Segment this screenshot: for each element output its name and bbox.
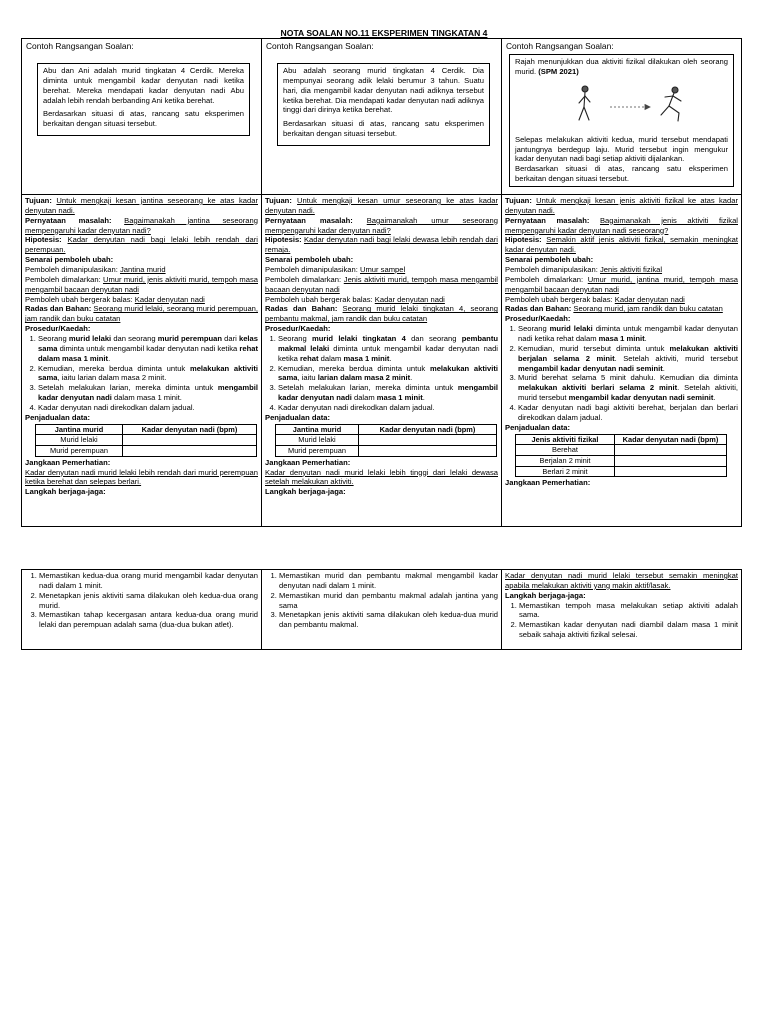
stimulus-header: Contoh Rangsangan Soalan: — [506, 41, 614, 51]
stimulus-header: Contoh Rangsangan Soalan: — [266, 41, 374, 51]
expected-observation: Kadar denyutan nadi murid lelaki lebih tinggi dari lelaki dewasa setelah melakukan aktiviti. — [265, 467, 498, 487]
expected-heading: Jangkaan Pemerhatian: — [25, 457, 111, 467]
table-cell: Murid perempuan — [36, 446, 123, 457]
plan-col-2 — [262, 195, 502, 526]
stimulus-text: Abu dan Ani adalah murid tingkatan 4 Cerdik. Mereka diminta untuk mengambil kadar denyutan nadi ketika berehat. Mereka mendapati kadar denyutan nadi Abu adalah lebih rendah berbanding Ani ketika berehat. — [43, 65, 244, 105]
hypothesis: Kadar denyutan nadi bagi lelaki lebih rendah dari perempuan. — [25, 235, 258, 255]
t: dan seorang — [111, 334, 158, 344]
t: Kadar denyutan nadi direkodkan dalam jadual. — [278, 403, 435, 413]
plan-col-3 — [502, 195, 741, 526]
responding-variable: Kadar denyutan nadi — [614, 294, 685, 304]
procedure-heading: Prosedur/Kaedah: — [25, 324, 91, 334]
label: Hipotesis: — [505, 235, 542, 245]
stimulus-text: Abu adalah seorang murid tingkatan 4 Cerdik. Dia mempunyai seorang adik lelaki berumur 3 tahun. Suatu hari, dia mengambil kadar denyutan nadi adiknya tersebut ketika berehat. Dia mendapati kadar denyutan nadi adiknya tinggi dari dirinya ketika berehat. — [283, 65, 484, 115]
precautions-heading: Langkah berjaga-jaga: — [505, 590, 586, 600]
t: Kemudian, murid tersebut diminta untuk — [518, 343, 670, 353]
manipulated-variable: Jenis aktiviti fizikal — [600, 265, 663, 275]
constant-variables: Umur murid, jantina murid, tempoh masa mengambil bacaan denyutan nadi — [505, 274, 738, 294]
walking-person-icon — [579, 86, 590, 120]
table-header: Jenis aktiviti fizikal — [516, 434, 615, 445]
page-title: NOTA SOALAN NO.11 EKSPERIMEN TINGKATAN 4 — [280, 28, 488, 38]
t: dalam — [318, 353, 344, 363]
t: masa 1 minit — [343, 353, 390, 363]
t: Murid berehat selama 5 minit dahulu. Kemudian dia diminta — [518, 373, 738, 383]
t: diminta untuk mengambil kadar denyutan nadi ketika — [57, 343, 240, 353]
aim-text: Untuk mengkaji kesan umur seseorang ke atas kadar denyutan nadi. — [265, 196, 498, 215]
variables-heading: Senarai pemboleh ubah: — [25, 255, 114, 265]
precautions-list — [25, 571, 258, 630]
stimulus-row — [21, 38, 742, 195]
precaution-item: 1. Memastikan murid dan pembantu makmal mengambil kadar denyutan nadi dalam 1 minit. — [279, 571, 498, 591]
t: melakukan aktiviti berjalan selama 2 minit — [518, 343, 738, 363]
table-cell — [123, 435, 257, 446]
procedure-list — [265, 334, 498, 413]
t: mengambil kadar denyutan nadi seminit — [518, 363, 663, 373]
procedure-step — [518, 373, 738, 403]
t: dalam — [351, 393, 377, 403]
label: Tujuan: — [25, 196, 52, 205]
table-cell: Murid perempuan — [276, 446, 359, 457]
table-cell — [359, 446, 497, 457]
precaution-item: 3. Memastikan tahap kecergasan antara kedua-dua orang murid lelaki dan perempuan adalah sama (dua-dua bukan atlet). — [39, 610, 258, 630]
stimulus-intro: Rajah menunjukkan dua aktiviti fizikal dilakukan oleh seorang murid. (SPM 2021) — [515, 56, 728, 76]
data-table — [275, 424, 497, 457]
label: Radas dan Bahan: — [505, 304, 572, 314]
label: Pemboleh dimanipulasikan: — [25, 265, 118, 275]
stimulus-col-3 — [502, 39, 741, 194]
table-cell — [615, 466, 727, 477]
plan-col-1 — [22, 195, 262, 526]
table-row — [516, 455, 727, 466]
label: Tujuan: — [265, 196, 292, 205]
continuation-col-2 — [262, 570, 502, 649]
table-row — [36, 435, 257, 446]
t: dan seorang — [405, 334, 462, 344]
t: Kadar denyutan nadi bagi aktiviti berehat, berjalan dan berlari direkodkan dalam jadual. — [518, 403, 738, 422]
data-table — [515, 434, 727, 478]
table-header: Kadar denyutan nadi (bpm) — [615, 434, 727, 445]
t: , iaitu — [297, 373, 318, 383]
t: pembantu makmal lelaki — [278, 334, 498, 353]
procedure-heading: Prosedur/Kaedah: — [505, 314, 571, 324]
expected-heading: Jangkaan Pemerhatian: — [505, 478, 591, 488]
t: . Setelah aktiviti, murid tersebut — [614, 353, 738, 363]
t: murid perempuan — [157, 334, 222, 344]
stimulus-box — [509, 54, 734, 187]
table-header: Kadar denyutan nadi (bpm) — [123, 424, 257, 435]
t: . — [410, 373, 413, 383]
t: mengambil kadar denyutan nadi — [38, 383, 258, 403]
walking-running-figure — [515, 81, 715, 129]
table-row — [276, 446, 497, 457]
label: Pemboleh ubah bergerak balas: — [25, 294, 133, 304]
t: murid lelaki tingkatan 4 — [311, 334, 406, 344]
table-header-row — [36, 424, 257, 435]
label: Pernyataan masalah: — [265, 215, 353, 225]
hypothesis: Semakin aktif jenis aktiviti fizikal, semakin meningkat kadar denyutan nadi. — [505, 235, 738, 255]
t: Setelah melakukan larian, mereka diminta untuk — [278, 383, 458, 393]
label: Pernyataan masalah: — [505, 215, 590, 225]
t: melakukan aktiviti berlari selama 2 minit — [518, 383, 678, 393]
stimulus-col-1 — [22, 39, 262, 194]
table-cell: Berlari 2 minit — [516, 466, 615, 477]
precautions-list — [505, 601, 738, 640]
t: diminta untuk mengambil kadar denyutan nadi ketika rehat dalam — [518, 324, 738, 344]
label: Pernyataan masalah: — [25, 215, 112, 225]
t: . — [644, 334, 647, 344]
precaution-item: 2. Menetapkan jenis aktiviti sama dilakukan oleh kedua-dua orang murid. — [39, 591, 258, 611]
t: Kemudian, mereka berdua diminta untuk — [38, 363, 190, 373]
variables-heading: Senarai pemboleh ubah: — [505, 255, 594, 265]
procedure-step — [38, 364, 258, 384]
t: mengambil kadar denyutan nadi seminit — [568, 393, 714, 403]
t: . — [422, 393, 425, 403]
t: Kadar denyutan nadi direkodkan dalam jadual. — [38, 403, 195, 413]
table-header: Kadar denyutan nadi (bpm) — [359, 424, 497, 435]
constant-variables: Umur murid, jenis aktiviti murid, tempoh masa mengambil bacaan denyutan nadi — [25, 274, 258, 294]
continuation-col-1 — [22, 570, 262, 649]
stimulus-col-2 — [262, 39, 502, 194]
expected-heading: Jangkaan Pemerhatian: — [265, 457, 351, 467]
table-cell: Berehat — [516, 445, 615, 456]
t: mengambil kadar denyutan nadi — [278, 383, 498, 403]
procedure-step — [518, 403, 738, 423]
procedure-step — [38, 334, 258, 364]
precautions-heading: Langkah berjaga-jaga: — [265, 487, 346, 497]
precautions-heading: Langkah berjaga-jaga: — [25, 487, 106, 497]
table-cell: Murid lelaki — [36, 435, 123, 446]
label: Pemboleh dimalarkan: — [25, 274, 101, 284]
hypothesis: Kadar denyutan nadi bagi lelaki dewasa lebih rendah dari remaja. — [265, 235, 498, 255]
stimulus-header: Contoh Rangsangan Soalan: — [26, 41, 134, 51]
aim-text: Untuk mengkaji kesan jantina seseorang ke atas kadar denyutan nadi. — [25, 196, 258, 215]
constant-variables: Jenis aktiviti murid, tempoh masa mengambil bacaan denyutan nadi — [265, 274, 498, 294]
t: . Setelah aktiviti, murid tersebut — [518, 383, 738, 403]
t: . — [662, 363, 665, 373]
manipulated-variable: Umur sampel — [360, 265, 406, 275]
responding-variable: Kadar denyutan nadi — [134, 294, 205, 304]
stimulus-instruction: Berdasarkan situasi di atas, rancang satu eksperimen berkaitan dengan situasi tersebut. — [515, 164, 728, 184]
precaution-item: 1. Memastikan tempoh masa melakukan setiap aktiviti adalah sama. — [519, 601, 738, 621]
procedure-step — [518, 344, 738, 374]
table-cell — [615, 455, 727, 466]
label: Hipotesis: — [265, 235, 302, 245]
precautions-list — [265, 571, 498, 630]
procedure-step — [278, 364, 498, 384]
label: Pemboleh dimalarkan: — [505, 274, 584, 284]
t: masa 1 minit — [598, 334, 645, 344]
problem-statement: Bagaimanakah jantina seseorang mempengaruhi kadar denyutan nadi? — [25, 215, 258, 235]
t: melakukan aktiviti sama — [278, 363, 498, 383]
label: Pemboleh dimalarkan: — [265, 274, 342, 284]
label: Pemboleh dimanipulasikan: — [505, 265, 598, 275]
table-header: Jantina murid — [36, 424, 123, 435]
t: . — [389, 353, 392, 363]
t: masa 1 minit — [376, 393, 423, 403]
label: Pemboleh dimanipulasikan: — [265, 265, 358, 275]
t: rehat — [299, 353, 319, 363]
stimulus-instruction: Berdasarkan situasi di atas, rancang satu eksperimen berkaitan dengan situasi tersebut. — [43, 109, 244, 129]
t: . — [108, 353, 111, 363]
table-row — [276, 435, 497, 446]
stimulus-box — [37, 63, 250, 136]
procedure-list — [25, 334, 258, 413]
label: Radas dan Bahan: — [265, 304, 338, 314]
label: Tujuan: — [505, 196, 532, 205]
activity-figure — [515, 81, 728, 129]
continuation-row — [21, 569, 742, 650]
t: . — [713, 393, 716, 403]
running-person-icon — [661, 87, 681, 121]
procedure-step — [38, 403, 258, 413]
variables-heading: Senarai pemboleh ubah: — [265, 255, 354, 265]
table-cell — [615, 445, 727, 456]
table-row — [516, 445, 727, 456]
table-header: Jantina murid — [276, 424, 359, 435]
precaution-item: 2. Memastikan murid dan pembantu makmal adalah jantina yang sama — [279, 591, 498, 611]
t: larian dalam masa 2 minit — [317, 373, 411, 383]
data-table-heading: Penjadualan data: — [265, 412, 330, 422]
expected-observation: Kadar denyutan nadi murid lelaki lebih rendah dari murid perempuan ketika berehat dan selepas berlari. — [25, 467, 258, 487]
responding-variable: Kadar denyutan nadi — [374, 294, 445, 304]
label: Hipotesis: — [25, 235, 62, 245]
table-cell: Murid lelaki — [276, 435, 359, 446]
stimulus-box — [277, 63, 490, 146]
t: Kemudian, mereka berdua diminta untuk — [278, 363, 430, 373]
t: murid lelaki — [549, 324, 593, 334]
procedure-step — [278, 334, 498, 364]
plan-row — [21, 194, 742, 527]
motion-arrow-icon — [610, 104, 650, 109]
precaution-item: 2. Memastikan kadar denyutan nadi diambil dalam masa 1 minit sebaik sahaja aktiviti fizikal selesai. — [519, 620, 738, 640]
t: melakukan aktiviti sama — [38, 363, 258, 383]
procedure-list — [505, 324, 738, 423]
expected-observation: Kadar denyutan nadi murid lelaki tersebut semakin meningkat apabila melakukan aktiviti yang makin aktif/lasak. — [505, 571, 738, 590]
t: kelas sama — [38, 334, 258, 353]
t: rehat dalam masa 1 minit — [38, 343, 258, 363]
procedure-step — [278, 383, 498, 403]
t: dari — [221, 334, 239, 344]
label: Pemboleh ubah bergerak balas: — [505, 294, 613, 304]
table-row — [36, 446, 257, 457]
table-cell — [123, 446, 257, 457]
data-table-heading: Penjadualan data: — [505, 422, 570, 432]
stimulus-text: Selepas melakukan aktiviti kedua, murid tersebut mendapati jantungnya berdegup laju. Murid tersebut ingin mengukur kadar denyutan nadi bagi setiap aktiviti dijalankan. — [515, 134, 728, 164]
table-row — [516, 466, 727, 477]
t: , iaitu larian dalam masa 2 minit. — [57, 373, 167, 383]
table-cell: Berjalan 2 minit — [516, 455, 615, 466]
precaution-item: 1. Memastikan kedua-dua orang murid mengambil kadar denyutan nadi dalam 1 minit. — [39, 571, 258, 591]
t: Seorang — [518, 324, 550, 334]
t: diminta untuk mengambil kadar denyutan nadi ketika — [278, 343, 498, 363]
precaution-item: 3. Menetapkan jenis aktiviti sama dilakukan oleh kedua-dua murid dan pembantu makmal. — [279, 610, 498, 630]
t: murid lelaki — [68, 334, 112, 344]
data-table-heading: Penjadualan data: — [25, 412, 90, 422]
continuation-col-3 — [502, 570, 741, 649]
stimulus-tag: (SPM 2021) — [538, 66, 579, 76]
procedure-step — [278, 403, 498, 413]
apparatus: Seorang murid, jam randik dan buku catatan — [573, 304, 723, 314]
data-table — [35, 424, 257, 457]
problem-statement: Bagaimanakah jenis aktiviti fizikal mempengaruhi kadar denyutan nadi seseorang? — [505, 215, 738, 235]
procedure-step — [38, 383, 258, 403]
t: dalam masa 1 minit. — [111, 393, 182, 403]
table-header-row — [516, 434, 727, 445]
t: Seorang — [278, 334, 312, 344]
table-header-row — [276, 424, 497, 435]
apparatus: Seorang murid lelaki tingkatan 4, seorang pembantu makmal, jam randik dan buku catatan — [265, 304, 498, 324]
label: Pemboleh ubah bergerak balas: — [265, 294, 373, 304]
apparatus: Seorang murid lelaki, seorang murid perempuan, jam randik dan buku catatan — [25, 304, 258, 324]
aim-text: Untuk mengkaji kesan jenis aktiviti fizikal ke atas kadar denyutan nadi. — [505, 196, 738, 215]
label: Radas dan Bahan: — [25, 304, 92, 314]
t: Setelah melakukan larian, mereka diminta untuk — [38, 383, 218, 393]
problem-statement: Bagaimanakah umur seseorang mempengaruhi kadar denyutan nadi? — [265, 215, 498, 235]
procedure-heading: Prosedur/Kaedah: — [265, 324, 331, 334]
procedure-step — [518, 324, 738, 344]
stimulus-instruction: Berdasarkan situasi di atas, rancang satu eksperimen berkaitan dengan situasi tersebut. — [283, 119, 484, 139]
manipulated-variable: Jantina murid — [120, 265, 166, 275]
t: Seorang — [38, 334, 69, 344]
table-cell — [359, 435, 497, 446]
